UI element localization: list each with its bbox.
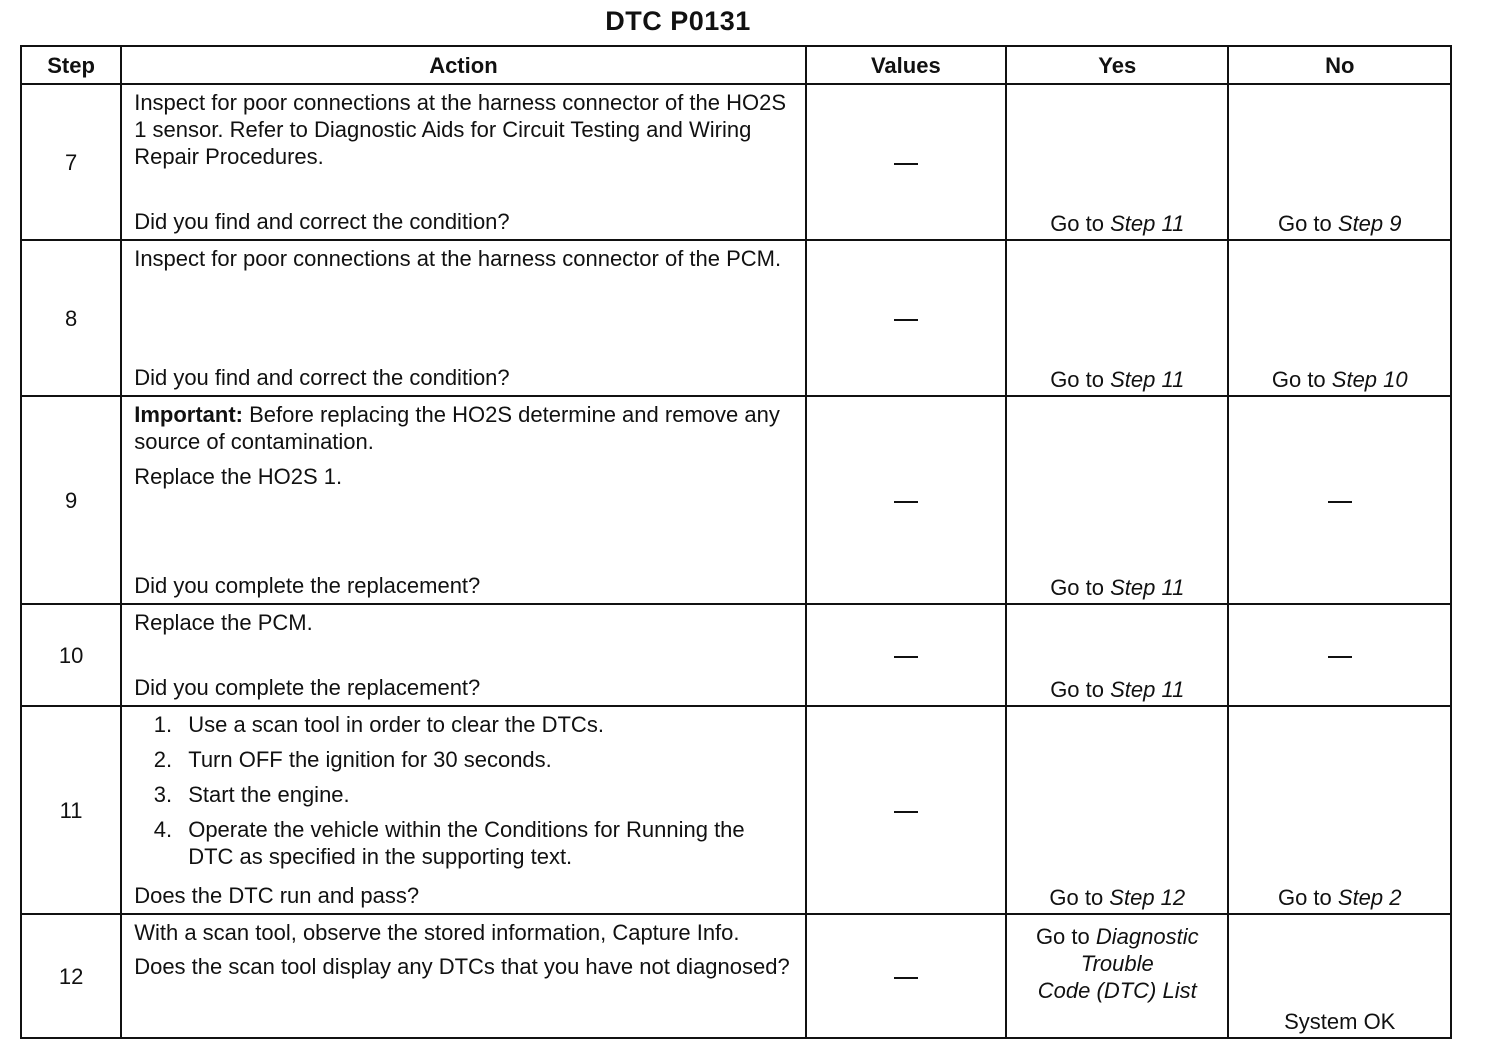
dash-mark — [894, 163, 918, 165]
dash-mark — [894, 656, 918, 658]
action-text: Replace the PCM. — [134, 610, 313, 635]
no-cell — [1228, 914, 1451, 1038]
header-action: Action — [121, 46, 805, 84]
action-cell — [121, 914, 805, 1038]
yes-cell — [1006, 240, 1228, 396]
no-goto[interactable]: Go to Step 9 — [1277, 211, 1402, 236]
action-question: Did you complete the replacement? — [134, 675, 481, 700]
step-number: 8 — [21, 240, 121, 396]
yes-cell — [1006, 914, 1228, 1038]
values-cell — [806, 706, 1006, 914]
yes-cell — [1006, 604, 1228, 706]
values-cell — [806, 240, 1006, 396]
yes-cell — [1006, 706, 1228, 914]
table-row-step-12 — [21, 914, 1451, 1038]
dash-mark — [1328, 501, 1352, 503]
action-cell — [121, 706, 805, 914]
action-question: Did you find and correct the condition? — [134, 209, 510, 234]
page-title: DTC P0131 — [605, 6, 751, 36]
yes-cell — [1006, 84, 1228, 240]
step-number: 9 — [21, 396, 121, 604]
action-text: Inspect for poor connections at the harness connector of the HO2S 1 sensor. Refer to Diagnostic Aids for Circuit Testing and Wiring Repair Procedures. — [134, 90, 787, 169]
dash-mark — [894, 501, 918, 503]
action-cell — [121, 240, 805, 396]
action-cell — [121, 84, 805, 240]
action-question: Does the scan tool display any DTCs that you have not diagnosed? — [134, 954, 790, 979]
values-cell — [806, 396, 1006, 604]
action-question: Does the DTC run and pass? — [134, 883, 420, 908]
table-row-step-9 — [21, 396, 1451, 604]
dash-mark — [894, 811, 918, 813]
no-cell — [1228, 706, 1451, 914]
yes-cell — [1006, 396, 1228, 604]
dash-mark — [894, 977, 918, 979]
important-text: Before replacing the HO2S determine and remove any source of contamination. — [134, 402, 780, 454]
header-yes: Yes — [1006, 46, 1228, 84]
yes-goto[interactable]: Go to Diagnostic Trouble Code (DTC) List — [1035, 924, 1199, 1003]
important-label: Important: — [134, 402, 243, 427]
yes-goto[interactable]: Go to Step 11 — [1050, 677, 1185, 702]
action-cell — [121, 396, 805, 604]
header-no: No — [1228, 46, 1451, 84]
list-item: 4. Operate the vehicle within the Conditions for Running the DTC as specified in the supporting text. — [178, 816, 792, 870]
action-cell — [121, 604, 805, 706]
action-text: With a scan tool, observe the stored information, Capture Info. — [134, 920, 740, 945]
values-cell — [806, 84, 1006, 240]
no-goto[interactable]: Go to Step 2 — [1277, 885, 1402, 910]
no-cell — [1228, 240, 1451, 396]
no-cell — [1228, 396, 1451, 604]
action-text: Replace the HO2S 1. — [134, 464, 343, 489]
action-question: Did you find and correct the condition? — [134, 365, 510, 390]
table-row-step-11 — [21, 706, 1451, 914]
no-cell — [1228, 84, 1451, 240]
action-question: Did you complete the replacement? — [134, 573, 481, 598]
list-item: 1. Use a scan tool in order to clear the DTCs. — [178, 711, 792, 738]
header-values: Values — [806, 46, 1006, 84]
action-list — [134, 711, 792, 870]
no-goto[interactable]: Go to Step 10 — [1271, 367, 1408, 392]
diagnostic-table — [20, 45, 1452, 1039]
table-row-step-7 — [21, 84, 1451, 240]
dash-mark — [1328, 656, 1352, 658]
important-note — [134, 401, 792, 455]
values-cell — [806, 604, 1006, 706]
table-row-step-10 — [21, 604, 1451, 706]
table-row-step-8 — [21, 240, 1451, 396]
yes-goto[interactable]: Go to Step 11 — [1050, 575, 1185, 600]
no-result: System OK — [1284, 1009, 1396, 1034]
step-number: 10 — [21, 604, 121, 706]
table-header-row — [21, 46, 1451, 84]
action-text: Inspect for poor connections at the harness connector of the PCM. — [134, 246, 782, 271]
values-cell — [806, 914, 1006, 1038]
yes-goto[interactable]: Go to Step 11 — [1050, 367, 1185, 392]
dash-mark — [894, 319, 918, 321]
list-item: 2. Turn OFF the ignition for 30 seconds. — [178, 746, 792, 773]
yes-goto[interactable]: Go to Step 11 — [1050, 211, 1185, 236]
no-cell — [1228, 604, 1451, 706]
yes-goto[interactable]: Go to Step 12 — [1049, 885, 1186, 910]
header-step: Step — [21, 46, 121, 84]
list-item: 3. Start the engine. — [178, 781, 792, 808]
step-number: 11 — [21, 706, 121, 914]
step-number: 7 — [21, 84, 121, 240]
step-number: 12 — [21, 914, 121, 1038]
